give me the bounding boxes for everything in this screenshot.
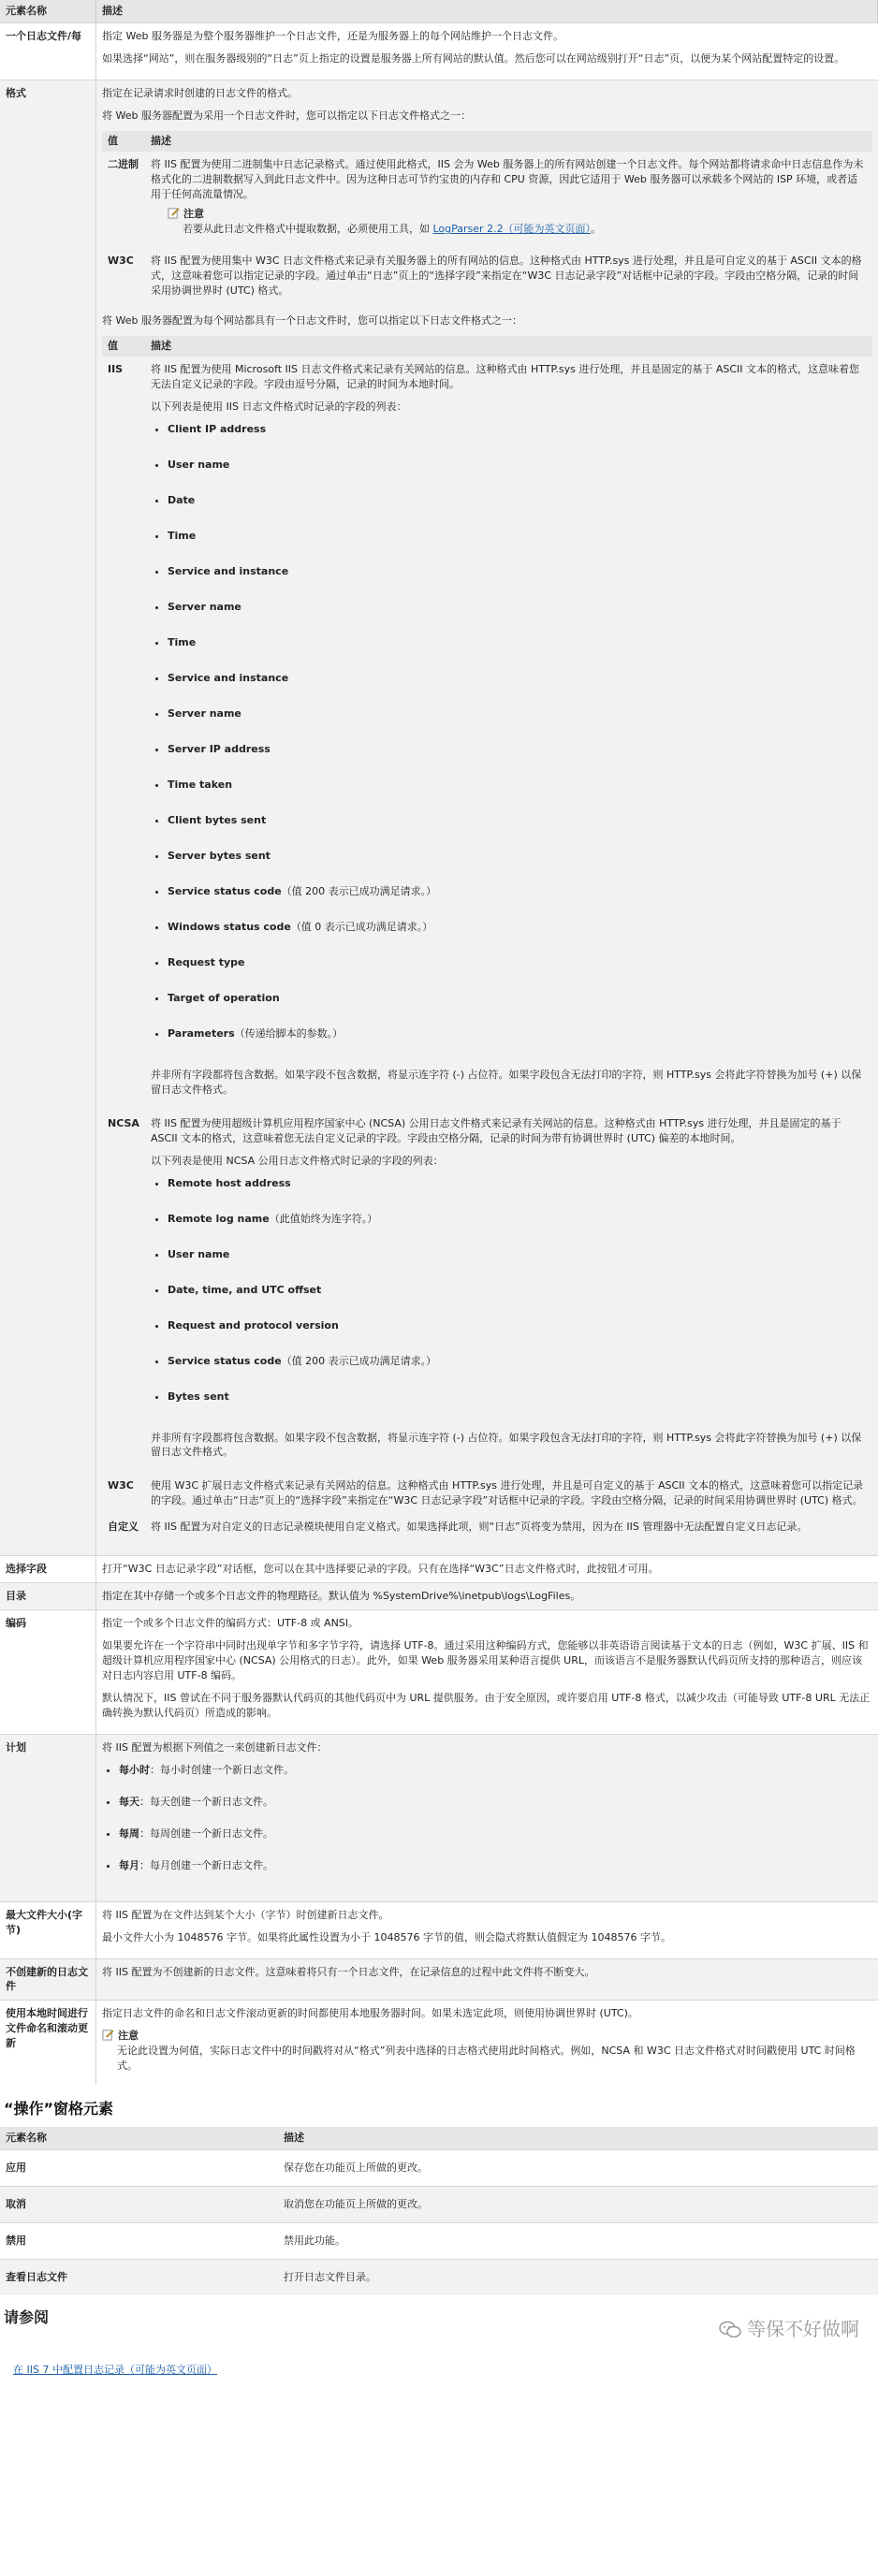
note-title: 注意 <box>118 2030 139 2043</box>
row-desc <box>96 1901 878 1958</box>
field-name: Request and protocol version <box>168 1318 339 1332</box>
format-desc: 将 IIS 配置为对自定义的日志记录模块使用自定义格式。如果选择此项，则“日志”页将变为禁用，因为在 IIS 管理器中无法配置自定义日志记录。 <box>151 1521 808 1534</box>
field-item <box>168 1176 867 1212</box>
row-name: 使用本地时间进行文件命名和滚动更新 <box>0 2001 96 2085</box>
schedule-desc: ：每月创建一个新日志文件。 <box>139 1858 273 1871</box>
field-name: User name <box>168 458 230 471</box>
format-key: W3C <box>108 255 134 268</box>
field-name: Server IP address <box>168 742 271 755</box>
header-desc: 描述 <box>96 0 878 22</box>
field-name: Client IP address <box>168 422 267 435</box>
schedule-desc: ：每周创建一个新日志文件。 <box>139 1826 273 1840</box>
field-item <box>168 742 867 778</box>
row-name: 最大文件大小(字节) <box>0 1901 96 1958</box>
text: 将 Web 服务器配置为采用一个日志文件时，您可以指定以下日志文件格式之一： <box>102 109 471 122</box>
schedule-key: 每周 <box>119 1826 139 1840</box>
format-key: IIS <box>108 363 124 375</box>
format-key: 二进制 <box>108 157 139 170</box>
field-item <box>168 458 867 493</box>
row-name: 不创建新的日志文件 <box>0 1958 96 2001</box>
row-format <box>0 80 878 1555</box>
field-name: Remote log name <box>168 1212 270 1225</box>
row-desc <box>96 2001 878 2085</box>
field-item <box>168 991 867 1026</box>
text: 如果选择“网站”，则在服务器级别的“日志”页上指定的设置是服务器上所有网站的默认值。然后您可以在网站级别打开“日志”页，以便为某个网站配置特定的设置。 <box>102 51 845 65</box>
field-note: （传递给脚本的参数。） <box>234 1026 344 1040</box>
row-name: 目录 <box>0 1583 96 1610</box>
row-desc: 打开“W3C 日志记录字段”对话框，您可以在其中选择要记录的字段。只有在选择“W3C”日志文件格式时，此按钮才可用。 <box>96 1556 878 1583</box>
field-item <box>168 564 867 600</box>
actions-table <box>0 2127 878 2295</box>
row-schedule <box>0 1734 878 1901</box>
field-name: Server name <box>168 706 241 720</box>
field-name: Time <box>168 635 197 648</box>
field-name: Bytes sent <box>168 1390 229 1403</box>
logparser-link[interactable]: LogParser 2.2（可能为英文页面） <box>432 223 592 236</box>
schedule-desc: ：每小时创建一个新日志文件。 <box>150 1763 294 1776</box>
note-text: 若要从此日志文件格式中提取数据，必须使用工具，如 <box>183 223 430 236</box>
row-encoding <box>0 1610 878 1735</box>
sub-header: 值 <box>102 336 145 357</box>
row-desc <box>96 1734 878 1901</box>
text: 以下列表是使用 IIS 日志文件格式时记录的字段的列表： <box>151 400 407 413</box>
field-item <box>168 1354 867 1390</box>
action-desc: 打开日志文件目录。 <box>278 2260 878 2296</box>
see-also-title: 请参阅 <box>4 2308 50 2327</box>
field-item <box>168 813 867 849</box>
note-icon <box>168 207 180 219</box>
field-note: （值 200 表示已成功满足请求。） <box>281 1354 437 1367</box>
text: 将 IIS 配置为在文件达到某个大小（字节）时创建新日志文件。 <box>102 1908 389 1921</box>
row-name: 格式 <box>0 80 96 1555</box>
schedule-item <box>119 1795 872 1826</box>
schedule-item <box>119 1763 872 1795</box>
note-icon <box>102 2029 114 2041</box>
field-item <box>168 920 867 955</box>
action-name: 禁用 <box>0 2223 278 2260</box>
row-select-fields <box>0 1556 878 1583</box>
format-desc: 将 IIS 配置为使用 Microsoft IIS 日志文件格式来记录有关网站的信息。这种格式由 HTTP.sys 进行处理，并且是固定的基于 ASCII 文本的格式，这意味着您无法自定义记录的字段。字段由逗号分隔，记录的时间为本地时间。 <box>151 363 860 390</box>
row-max-size <box>0 1901 878 1958</box>
text: 以下列表是使用 NCSA 公用日志文件格式时记录的字段的列表： <box>151 1154 444 1167</box>
iis-field-list <box>151 422 867 1062</box>
field-note: （值 0 表示已成功满足请求。） <box>290 920 433 933</box>
action-name: 应用 <box>0 2150 278 2187</box>
text: 最小文件大小为 1048576 字节。如果将此属性设置为小于 1048576 字节的值，则会隐式将默认值假定为 1048576 字节。 <box>102 1930 671 1943</box>
note <box>168 207 867 237</box>
field-name: Remote host address <box>168 1176 291 1189</box>
schedule-key: 每小时 <box>119 1763 150 1776</box>
field-name: Client bytes sent <box>168 813 267 826</box>
text: 将 IIS 配置为根据下列值之一来创建新日志文件： <box>102 1740 328 1754</box>
field-name: Parameters <box>168 1026 235 1040</box>
text: 如果要允许在一个字符串中同时出现单字节和多字节字符，请选择 UTF-8。通过采用这种编码方式，您能够以非英语语言阅读基于文本的日志（例如，W3C 扩展、IIS 和超级计算机应用程序国家中心 (NCSA) 公用格式的日志）。此外，如果 Web 服务器采用某种语言提供 URL，而该语言不是服务器默认代码页所支持的那种语言，则应该对日志内容启用 UTF-8 编码。 <box>102 1639 869 1681</box>
field-name: Service and instance <box>168 671 289 684</box>
field-item <box>168 635 867 671</box>
action-row <box>0 2187 878 2223</box>
text: 并非所有字段都将包含数据。如果字段不包含数据，将显示连字符 (-) 占位符。如果字段包含无法打印的字符，则 HTTP.sys 会将此字符替换为加号 (+) 以保留日志文件格式。 <box>151 1431 862 1459</box>
text: 并非所有字段都将包含数据。如果字段不包含数据，将显示连字符 (-) 占位符。如果字段包含无法打印的字符，则 HTTP.sys 会将此字符替换为加号 (+) 以保留日志文件格式。 <box>151 1068 862 1096</box>
row-desc: 指定在其中存储一个或多个日志文件的物理路径。默认值为 %SystemDrive%\inetpub\logs\LogFiles。 <box>96 1583 878 1610</box>
text: 指定在记录请求时创建的日志文件的格式。 <box>102 86 298 99</box>
field-name: Request type <box>168 955 245 968</box>
row-no-new <box>0 1958 878 2001</box>
field-item <box>168 1212 867 1247</box>
field-item <box>168 493 867 529</box>
field-item <box>168 849 867 884</box>
schedule-key: 每天 <box>119 1795 139 1808</box>
watermark <box>719 2316 859 2343</box>
field-item <box>168 1318 867 1354</box>
action-row <box>0 2260 878 2296</box>
action-desc: 禁用此功能。 <box>278 2223 878 2260</box>
sub-header: 描述 <box>145 131 872 152</box>
schedule-item <box>119 1826 872 1858</box>
field-name: Windows status code <box>168 920 291 933</box>
field-name: Date, time, and UTC offset <box>168 1283 322 1296</box>
field-name: Time <box>168 529 197 542</box>
field-item <box>168 671 867 706</box>
see-also-link[interactable]: 在 IIS 7 中配置日志记录（可能为英文页面） <box>13 2364 217 2377</box>
field-item <box>168 955 867 991</box>
row-name: 编码 <box>0 1610 96 1735</box>
field-item <box>168 422 867 458</box>
format-key: W3C <box>108 1479 134 1492</box>
field-name: Time taken <box>168 778 233 791</box>
field-note: （值 200 表示已成功满足请求。） <box>281 884 437 897</box>
row-desc <box>96 80 878 1555</box>
text: 默认情况下，IIS 曾试在不同于服务器默认代码页的其他代码页中为 URL 提供服务。由于安全原因，或许要启用 UTF-8 格式，以减少攻击（可能导致 UTF-8 URL 无法正确转换为默认代码页）所造成的影响。 <box>102 1691 871 1719</box>
action-name: 取消 <box>0 2187 278 2223</box>
row-desc <box>96 22 878 80</box>
field-item <box>168 884 867 920</box>
field-name: Service status code <box>168 1354 282 1367</box>
field-item <box>168 1283 867 1318</box>
text: 将 Web 服务器配置为每个网站都具有一个日志文件时，您可以指定以下日志文件格式之一： <box>102 314 522 327</box>
row-log-per <box>0 22 878 80</box>
field-note: （此值始终为连字符。） <box>269 1212 378 1225</box>
field-item <box>168 1026 867 1062</box>
action-row <box>0 2150 878 2187</box>
note-text: 无论此设置为何值，实际日志文件中的时间戳将对从“格式”列表中选择的日志格式使用此时间格式。例如，NCSA 和 W3C 日志文件格式对时间戳使用 UTC 时间格式。 <box>117 2045 856 2073</box>
format-desc: 将 IIS 配置为使用超级计算机应用程序国家中心 (NCSA) 公用日志文件格式来记录有关网站的信息。这种格式由 HTTP.sys 进行处理，并且是固定的基于 ASCII 文本的格式，这意味着您无法自定义记录的字段。字段由空格分隔，记录的时间为带有协调世界时 (UTC) 偏差的本地时间。 <box>151 1116 841 1144</box>
row-name: 选择字段 <box>0 1556 96 1583</box>
field-name: Server name <box>168 600 241 613</box>
site-format-table <box>102 336 872 1540</box>
action-name: 查看日志文件 <box>0 2260 278 2296</box>
field-name: Date <box>168 493 196 506</box>
text: 指定一个或多个日志文件的编码方式：UTF-8 或 ANSI。 <box>102 1617 359 1630</box>
field-item <box>168 778 867 813</box>
field-name: Target of operation <box>168 991 280 1004</box>
ncsa-field-list <box>151 1176 867 1425</box>
text: 指定 Web 服务器是为整个服务器维护一个日志文件，还是为服务器上的每个网站维护一个日志文件。 <box>102 29 563 42</box>
field-item <box>168 1247 867 1283</box>
schedule-list <box>102 1763 872 1890</box>
field-name: Service status code <box>168 884 282 897</box>
see-also <box>0 2307 878 2381</box>
format-desc: 将 IIS 配置为使用二进制集中日志记录格式。通过使用此格式，IIS 会为 Web 服务器上的所有网站创建一个日志文件。每个网站都将请求命中日志信息作为未格式化的二进制数据写入到此日志文件中。因为这种日志可节约宝贵的内存和 CPU 资源，因此它适用于 Web 服务器可以承载多个网站的 ISP 环境，或者适用于任何高流量情况。 <box>151 157 864 200</box>
format-desc: 将 IIS 配置为使用集中 W3C 日志文件格式来记录有关服务器上的所有网站的信息。这种格式由 HTTP.sys 进行处理，并且是可自定义的基于 ASCII 文本的格式，这意味着您可以指定记录的字段。通过单击“日志”页上的“选择字段”来指定在“W3C 日志记录字段”对话框中记录的字段。字段由空格分隔，记录的时间采用协调世界时 (UTC) 格式。 <box>151 255 862 298</box>
wechat-icon <box>719 2321 741 2339</box>
format-desc: 使用 W3C 扩展日志文件格式来记录有关网站的信息。这种格式由 HTTP.sys 进行处理，并且是可自定义的基于 ASCII 文本的格式，这意味着您可以指定记录的字段。通过单击“日志”页上的“选择字段”来指定在“W3C 日志记录字段”对话框中记录的字段。字段由空格分隔，记录的时间采用协调世界时 (UTC) 格式。 <box>151 1479 864 1507</box>
header-desc: 描述 <box>278 2127 878 2149</box>
schedule-desc: ：每天创建一个新日志文件。 <box>139 1795 273 1808</box>
field-item <box>168 706 867 742</box>
field-name: User name <box>168 1247 230 1260</box>
format-key: NCSA <box>108 1116 139 1129</box>
note <box>102 2029 872 2074</box>
action-desc: 保存您在功能页上所做的更改。 <box>278 2150 878 2187</box>
format-key: 自定义 <box>108 1521 139 1534</box>
schedule-item <box>119 1858 872 1890</box>
action-desc: 取消您在功能页上所做的更改。 <box>278 2187 878 2223</box>
row-name: 一个日志文件/每 <box>0 22 96 80</box>
field-name: Service and instance <box>168 564 289 577</box>
header-name: 元素名称 <box>0 0 96 22</box>
sub-header: 描述 <box>145 336 872 357</box>
row-directory <box>0 1583 878 1610</box>
field-item <box>168 529 867 564</box>
schedule-key: 每月 <box>119 1858 139 1871</box>
note-title: 注意 <box>183 208 204 221</box>
field-item <box>168 1390 867 1425</box>
sub-header: 值 <box>102 131 145 152</box>
text: 指定日志文件的命名和日志文件滚动更新的时间都使用本地服务器时间。如果未选定此项，则使用协调世界时 (UTC)。 <box>102 2007 638 2020</box>
section-title: “操作”窗格元素 <box>4 2100 114 2118</box>
row-desc <box>96 1610 878 1735</box>
row-name: 计划 <box>0 1734 96 1901</box>
field-name: Server bytes sent <box>168 849 271 862</box>
action-row <box>0 2223 878 2260</box>
server-format-table <box>102 131 872 304</box>
header-name: 元素名称 <box>0 2127 278 2149</box>
note-text: 。 <box>591 223 602 236</box>
row-desc: 将 IIS 配置为不创建新的日志文件。这意味着将只有一个日志文件，在记录信息的过程中此文件将不断变大。 <box>96 1958 878 2001</box>
row-local-time <box>0 2001 878 2085</box>
field-item <box>168 600 867 635</box>
watermark-text: 等保不好做啊 <box>747 2318 859 2341</box>
